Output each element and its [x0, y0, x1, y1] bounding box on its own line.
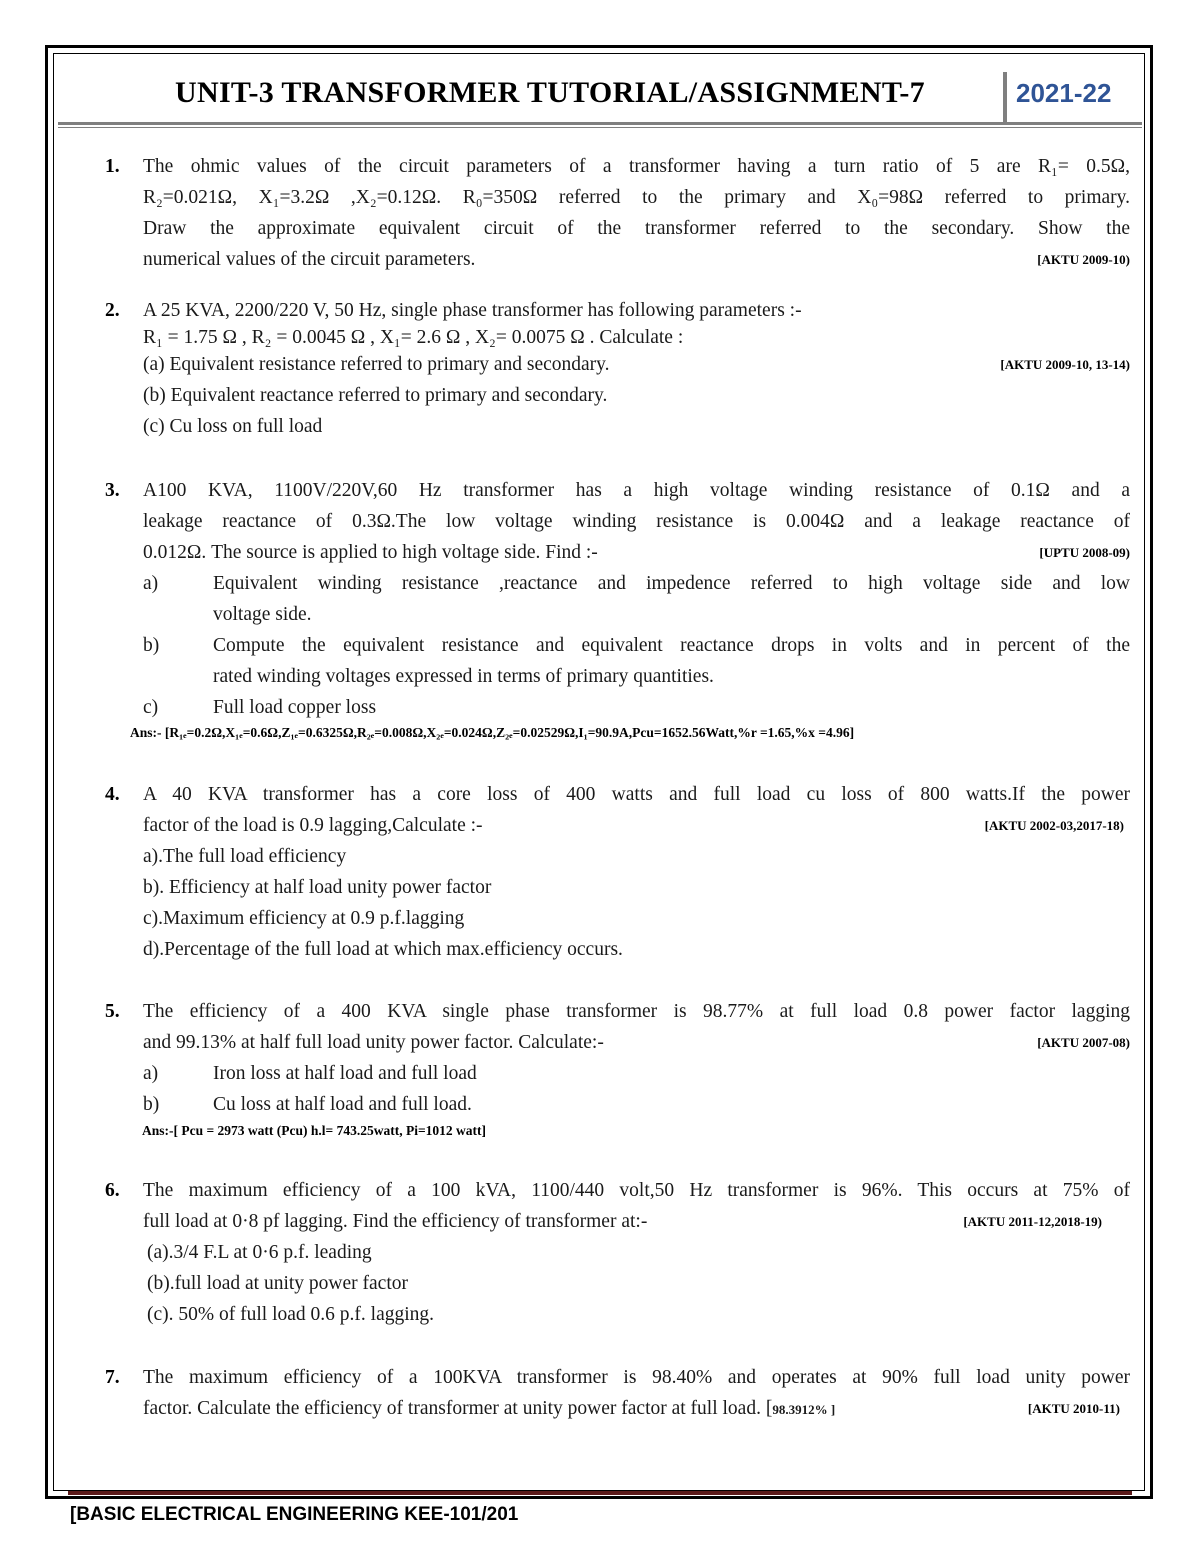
question-text-line: factor of the load is 0.9 lagging,Calculate :- [143, 815, 483, 836]
question-number: 2. [105, 300, 120, 321]
answer-key: Ans:-[ Pcu = 2973 watt (Pcu) h.l= 743.25watt, Pi=1012 watt] [142, 1123, 487, 1138]
question-part-a: a) Equivalent winding resistance ,reactance and impedence referred to high voltage side and low voltage side. [143, 573, 1130, 625]
question-7 [105, 1362, 1130, 1425]
question-text-line: numerical values of the circuit parameters. [143, 249, 476, 270]
question-part-a: a).The full load efficiency [143, 846, 347, 867]
question-text-line: The ohmic values of the circuit parameters of a transformer having a turn ratio of 5 are R₁= 0.5Ω, [143, 156, 1130, 177]
header-rule [58, 122, 1142, 125]
question-part-d: d).Percentage of the full load at which max.efficiency occurs. [143, 939, 623, 960]
exam-reference: [AKTU 2007-08) [1037, 1035, 1130, 1050]
exam-reference: [AKTU 2010-11) [1027, 1401, 1120, 1416]
exam-reference: [UPTU 2008-09) [1039, 545, 1130, 560]
question-part-a: a) Iron loss at half load and full load [143, 1063, 477, 1084]
question-part-a: (a) Equivalent resistance referred to primary and secondary. [143, 354, 610, 375]
question-text-line: leakage reactance of 0.3Ω.The low voltage winding resistance is 0.004Ω and a leakage reactance of [143, 511, 1130, 532]
exam-reference: [AKTU 2002-03,2017-18) [984, 818, 1124, 833]
exam-reference: [AKTU 2011-12,2018-19) [963, 1214, 1102, 1229]
question-text-line: R₁ = 1.75 Ω , R₂ = 0.0045 Ω , X₁= 2.6 Ω , X₂= 0.0075 Ω . Calculate : [143, 327, 684, 348]
academic-year: 2021-22 [1016, 78, 1112, 108]
page-title: UNIT-3 TRANSFORMER TUTORIAL/ASSIGNMENT-7 [175, 76, 925, 109]
question-text-line: 0.012Ω. The source is applied to high voltage side. Find :- [143, 542, 598, 563]
question-1 [105, 151, 1130, 275]
header-divider [1003, 72, 1007, 122]
question-text-line: and 99.13% at half full load unity power factor. Calculate:- [143, 1032, 604, 1053]
question-part-b: b) Cu loss at half load and full load. [143, 1094, 472, 1115]
question-text-line: A 40 KVA transformer has a core loss of 400 watts and full load cu loss of 800 watts.If the power [143, 784, 1130, 805]
question-part-c: c).Maximum efficiency at 0.9 p.f.lagging [143, 908, 465, 929]
question-4 [105, 779, 1130, 965]
question-number: 6. [105, 1180, 120, 1201]
question-part-c: (c) Cu loss on full load [143, 416, 323, 437]
question-number: 7. [105, 1367, 120, 1388]
question-part-b: b) Compute the equivalent resistance and equivalent reactance drops in volts and in percent of the rated winding voltages expressed in terms of primary quantities. [143, 635, 1130, 687]
question-number: 4. [105, 784, 120, 805]
question-5 [105, 996, 1130, 1120]
question-text-line: R₂=0.021Ω, X₁=3.2Ω ,X₂=0.12Ω. R₀=350Ω referred to the primary and X₀=98Ω referred to primary. [143, 187, 1130, 208]
question-part-b: (b) Equivalent reactance referred to primary and secondary. [143, 385, 608, 406]
question-text-line: full load at 0·8 pf lagging. Find the efficiency of transformer at:- [143, 1211, 648, 1232]
answer-bracket: [ [765, 1398, 773, 1419]
question-part-c: c) Full load copper loss [143, 697, 377, 718]
question-number: 3. [105, 480, 120, 501]
question-part-c: (c). 50% of full load 0.6 p.f. lagging. [147, 1304, 435, 1325]
question-text-line: Draw the approximate equivalent circuit of the transformer referred to the secondary. Show the [143, 218, 1130, 239]
answer-key: 98.3912% ] [772, 1402, 836, 1417]
exam-reference: [AKTU 2009-10, 13-14) [1000, 357, 1130, 372]
question-part-a: (a).3/4 F.L at 0·6 p.f. leading [147, 1242, 372, 1263]
question-part-b: b). Efficiency at half load unity power factor [143, 877, 492, 898]
footer-rule [68, 1491, 1132, 1495]
footer-course: [BASIC ELECTRICAL ENGINEERING KEE-101/201 [70, 1504, 519, 1525]
question-text-line: The maximum efficiency of a 100 kVA, 1100/440 volt,50 Hz transformer is 96%. This occurs at 75% of [143, 1180, 1130, 1201]
question-2 [105, 296, 1130, 441]
question-text-line: The efficiency of a 400 KVA single phase transformer is 98.77% at full load 0.8 power factor lagging [143, 1001, 1130, 1022]
question-text-line: A100 KVA, 1100V/220V,60 Hz transformer has a high voltage winding resistance of 0.1Ω and a [143, 480, 1130, 501]
answer-key: Ans:- [R₁ₑ=0.2Ω,X₁ₑ=0.6Ω,Z₁ₑ=0.6325Ω,R₂ₑ=0.008Ω,X₂ₑ=0.024Ω,Z₂ₑ=0.02529Ω,I₁=90.9A,Pcu=1652.56Watt,%r =1.65,%x =4.96] [130, 725, 855, 740]
question-number: 1. [105, 156, 120, 177]
header-rule-thin [58, 127, 1142, 128]
question-number: 5. [105, 1001, 120, 1022]
question-6 [105, 1175, 1130, 1330]
question-3 [105, 475, 1130, 723]
question-part-b: (b).full load at unity power factor [147, 1273, 408, 1294]
question-text-line: factor. Calculate the efficiency of transformer at unity power factor at full load. [143, 1398, 761, 1419]
exam-reference: [AKTU 2009-10) [1037, 252, 1130, 267]
question-text-line: A 25 KVA, 2200/220 V, 50 Hz, single phase transformer has following parameters :- [143, 300, 802, 321]
question-text-line: The maximum efficiency of a 100KVA transformer is 98.40% and operates at 90% full load unity power [143, 1367, 1130, 1388]
